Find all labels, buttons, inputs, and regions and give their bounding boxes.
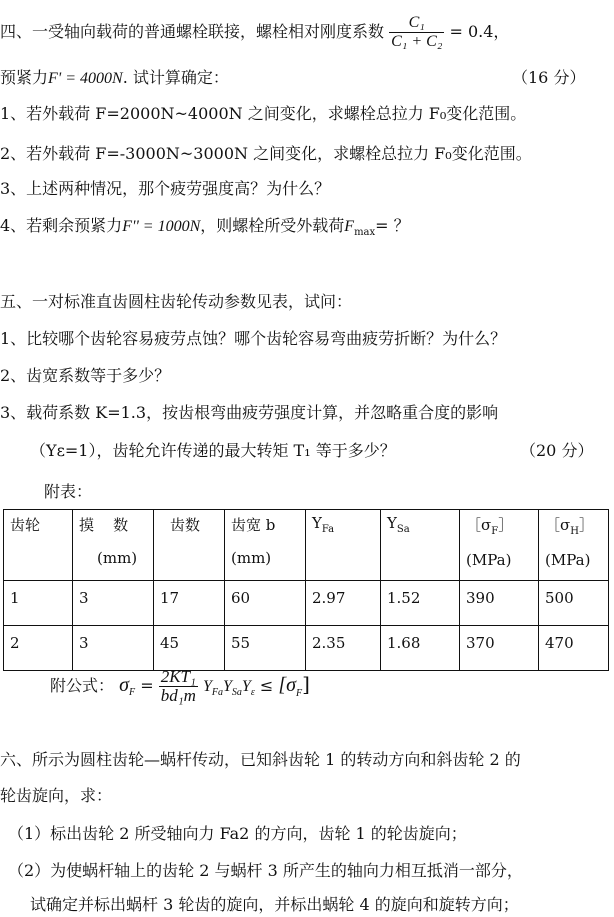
q6-item: 试确定并标出蜗杆 3 轮齿的旋向，并标出蜗轮 4 的旋向和旋转方向； bbox=[30, 895, 519, 914]
table-cell: 1.52 bbox=[381, 581, 460, 626]
less-equal-sign: ≤ bbox=[259, 676, 274, 695]
table-cell: 1 bbox=[4, 581, 73, 626]
q5-points: （20 分） bbox=[520, 441, 594, 460]
item4-prefix: 4、若剩余预紧力 bbox=[0, 216, 123, 235]
header-cell: 齿宽 b (mm) bbox=[225, 510, 306, 581]
preload-value: F' = 4000N bbox=[48, 70, 123, 87]
table-cell: 60 bbox=[225, 581, 306, 626]
formula-numerator: 2KT₁ bbox=[160, 667, 196, 686]
bending-stress-formula bbox=[50, 668, 310, 705]
table-cell: 500 bbox=[539, 581, 609, 626]
stiffness-value: = 0.4， bbox=[449, 22, 510, 41]
item4-middle: ，则螺栓所受外载荷 bbox=[200, 216, 345, 235]
q5-item3-continued bbox=[30, 440, 610, 462]
fraction-denominator: C₁ + C₂ bbox=[391, 33, 443, 50]
q4-item-4 bbox=[0, 215, 410, 244]
q6-item: （1）标出齿轮 2 所受轴向力 Fa2 的方向，齿轮 1 的轮齿旋向； bbox=[8, 824, 467, 843]
q4-points: （16 分） bbox=[512, 68, 586, 87]
table-row bbox=[4, 581, 609, 626]
allowable-stress: $[\sigma_F]$ bbox=[278, 672, 310, 699]
table-cell: 1.68 bbox=[381, 626, 460, 671]
header-cell: $Y_{Sa}$ bbox=[381, 510, 460, 581]
table-caption: 附表： bbox=[44, 482, 93, 501]
item4-suffix: = ？ bbox=[375, 216, 410, 235]
table-cell: 390 bbox=[460, 581, 539, 626]
fmax-symbol: F bbox=[344, 218, 355, 235]
q4-item: 1、若外载荷 F=2000N~4000N 之间变化，求螺栓总拉力 F₀变化范围。 bbox=[0, 104, 527, 123]
table-row bbox=[4, 626, 609, 671]
table-cell: 3 bbox=[73, 581, 154, 626]
q4-line2 bbox=[0, 67, 610, 90]
table-cell: 2.35 bbox=[306, 626, 381, 671]
preload-label: 预紧力 bbox=[0, 68, 49, 87]
sigma-symbol: σ bbox=[119, 674, 129, 696]
q4-item: 2、若外载荷 F=-3000N~3000N 之间变化，求螺栓总拉力 F₀变化范围。 bbox=[0, 144, 532, 163]
table-cell: 470 bbox=[539, 626, 609, 671]
sigma-subscript: F bbox=[128, 687, 136, 699]
header-cell: 摸 数 (mm) bbox=[73, 510, 154, 581]
fraction-numerator: C₁ bbox=[389, 14, 444, 33]
table-cell: 2 bbox=[4, 626, 73, 671]
table-cell: 55 bbox=[225, 626, 306, 671]
q4-item: 3、上述两种情况，那个疲劳强度高？为什么？ bbox=[0, 179, 331, 198]
q6-line1: 六、所示为圆柱齿轮—蜗杆传动，已知斜齿轮 1 的转动方向和斜齿轮 2 的 bbox=[0, 750, 521, 769]
q4-instruction: . 试计算确定： bbox=[122, 68, 229, 87]
q5-item: 1、比较哪个齿轮容易疲劳点蚀？哪个齿轮容易弯曲疲劳折断？为什么？ bbox=[0, 329, 507, 348]
fmax-subscript: max bbox=[354, 227, 376, 239]
q5-item: 2、齿宽系数等于多少？ bbox=[0, 366, 171, 385]
stiffness-fraction bbox=[389, 14, 444, 51]
q5-title: 五、一对标准直齿圆柱齿轮传动参数见表，试问： bbox=[0, 292, 353, 311]
formula-denominator: bd₁m bbox=[160, 686, 196, 705]
header-cell: 齿轮 bbox=[4, 510, 73, 581]
table-cell: 45 bbox=[154, 626, 225, 671]
header-cell: 齿数 bbox=[154, 510, 225, 581]
table-cell: 3 bbox=[73, 626, 154, 671]
q6-item: （2）为使蜗杆轴上的齿轮 2 与蜗杆 3 所产生的轴向力相互抵消一部分， bbox=[8, 861, 523, 880]
q4-line1 bbox=[0, 14, 509, 51]
table-header-row bbox=[4, 510, 609, 581]
q5-item: 3、载荷系数 K=1.3，按齿根弯曲疲劳强度计算，并忽略重合度的影响 bbox=[0, 403, 499, 422]
header-cell: $[\sigma_F]$ (MPa) bbox=[460, 510, 539, 581]
table-cell: 2.97 bbox=[306, 581, 381, 626]
formula-fraction bbox=[159, 668, 198, 705]
y-factors: $Y_{Fa}Y_{Sa}Y_\varepsilon$ bbox=[203, 678, 255, 699]
item3-continuation: （Yε=1），齿轮允许传递的最大转矩 T₁ 等于多少？ bbox=[30, 441, 396, 460]
equals-sign: = bbox=[140, 676, 154, 695]
header-cell: $Y_{Fa}$ bbox=[306, 510, 381, 581]
q4-intro: 四、一受轴向载荷的普通螺栓联接，螺栓相对刚度系数 bbox=[0, 22, 385, 41]
gear-parameter-table bbox=[3, 509, 609, 671]
residual-preload: F'' = 1000N bbox=[122, 218, 201, 235]
table-cell: 370 bbox=[460, 626, 539, 671]
header-cell: $[\sigma_H]$ (MPa) bbox=[539, 510, 609, 581]
table-cell: 17 bbox=[154, 581, 225, 626]
formula-label: 附公式： bbox=[50, 676, 115, 695]
q6-line2: 轮齿旋向，求： bbox=[0, 786, 113, 805]
